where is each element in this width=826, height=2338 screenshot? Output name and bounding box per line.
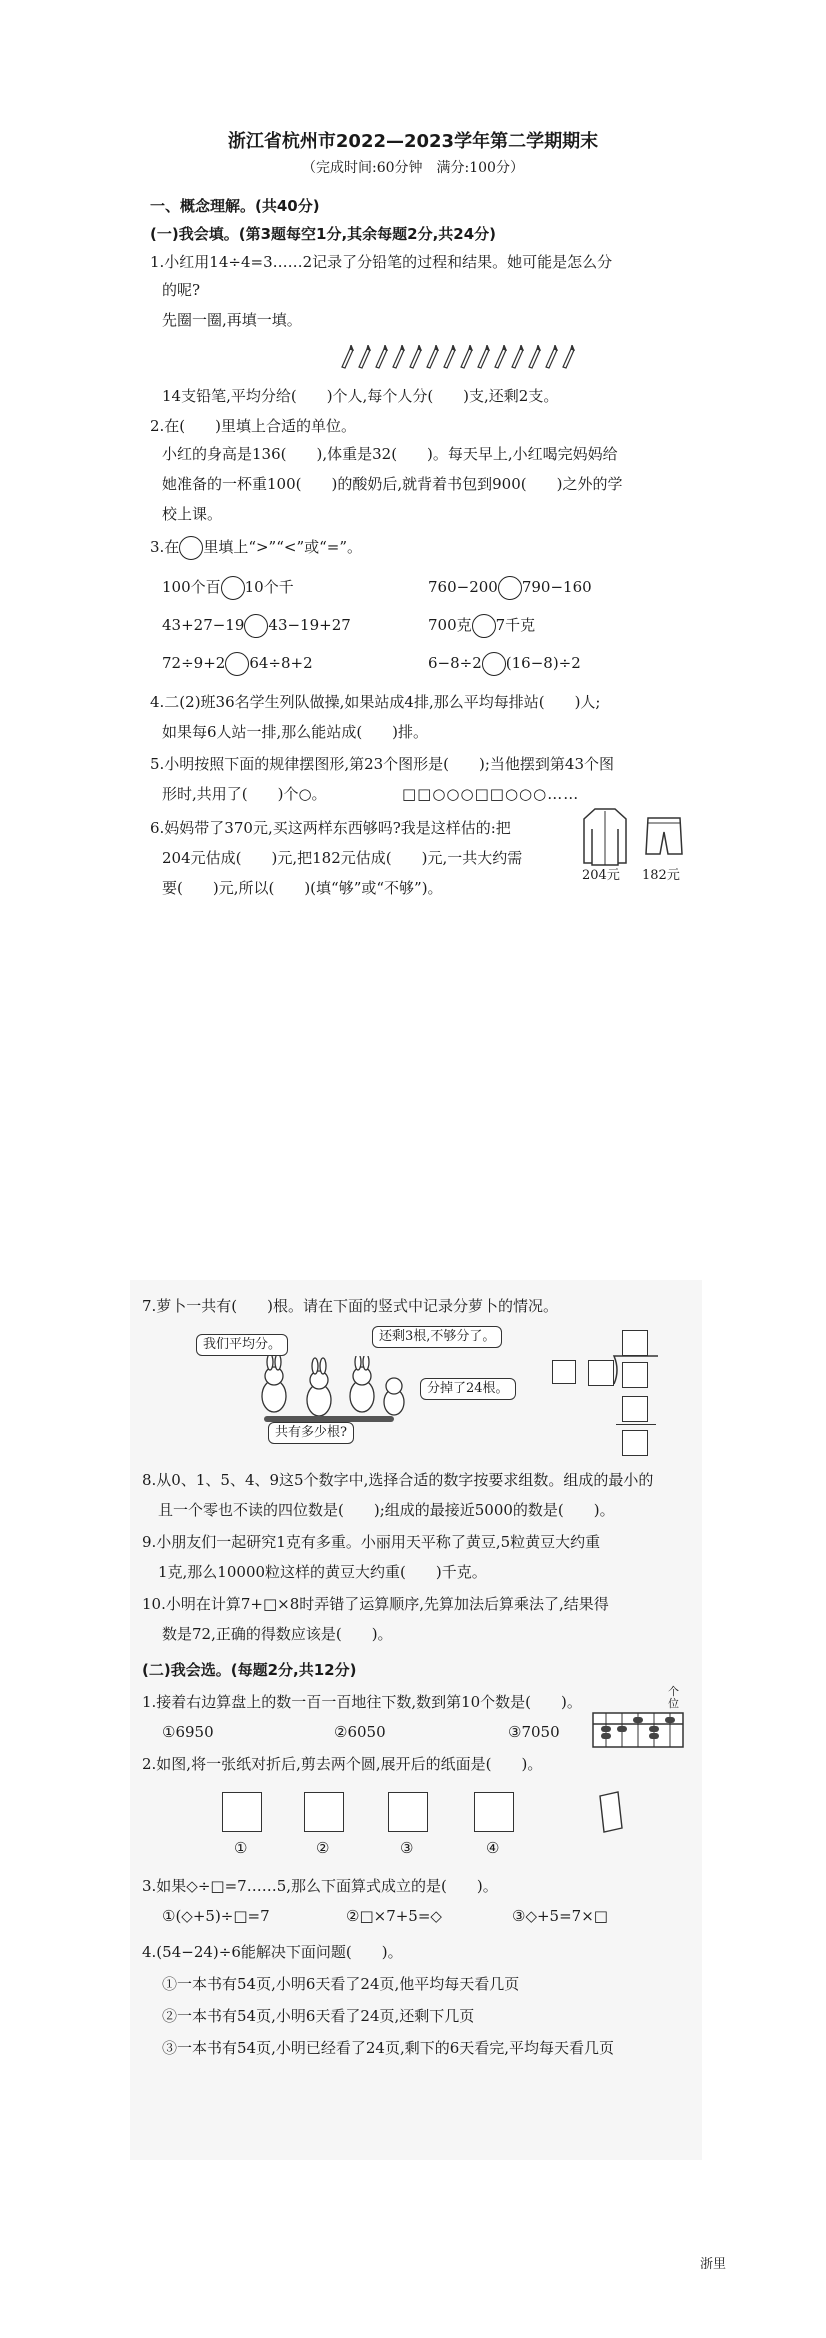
q2-line1: 2.在( )里填上合适的单位。 xyxy=(150,417,357,435)
footer-mark: 浙里 xyxy=(699,2257,726,2272)
shorts-icon xyxy=(644,814,684,858)
blank-circle-icon[interactable] xyxy=(221,576,245,600)
q5-line1: 5.小明按照下面的规律摆图形,第23个图形是( );当他摆到第43个图 xyxy=(150,755,615,773)
speech-bubble: 还剩3根,不够分了。 xyxy=(372,1326,502,1348)
option-paper-2[interactable] xyxy=(304,1792,344,1832)
answer-box[interactable] xyxy=(622,1330,648,1356)
c2-label-4: ④ xyxy=(486,1839,500,1857)
c1-option-2[interactable]: ②6050 xyxy=(334,1723,386,1741)
c1-option-1[interactable]: ①6950 xyxy=(162,1723,214,1741)
jacket-icon xyxy=(580,805,630,869)
q6-line1: 6.妈妈带了370元,买这两样东西够吗?我是这样估的:把 xyxy=(150,819,511,837)
option-paper-3[interactable] xyxy=(388,1792,428,1832)
blank-circle-icon[interactable] xyxy=(225,652,249,676)
division-bracket xyxy=(600,1354,660,1386)
section-heading: 一、概念理解。(共40分) xyxy=(150,197,320,215)
rabbits-illustration xyxy=(244,1356,414,1426)
q8-line2: 且一个零也不读的四位数是( );组成的最接近5000的数是( )。 xyxy=(158,1501,615,1519)
part2-heading: (二)我会选。(每题2分,共12分) xyxy=(142,1661,357,1679)
q6-line3: 要( )元,所以( )(填“够”或“不够”)。 xyxy=(162,879,443,897)
page-title: 浙江省杭州市2022—2023学年第二学期期末 xyxy=(227,131,599,152)
c3-option-1[interactable]: ①(◇+5)÷□=7 xyxy=(162,1907,270,1925)
q4-line1: 4.二(2)班36名学生列队做操,如果站成4排,那么平均每排站( )人; xyxy=(150,693,601,711)
q1-line1: 1.小红用14÷4=3……2记录了分铅笔的过程和结果。她可能是怎么分 xyxy=(150,253,613,271)
q6-line2: 204元估成( )元,把182元估成( )元,一共大约需 xyxy=(162,849,523,867)
c1-line1: 1.接着右边算盘上的数一百一百地往下数,数到第10个数是( )。 xyxy=(142,1693,582,1711)
part1-heading: (一)我会填。(第3题每空1分,其余每题2分,共24分) xyxy=(150,225,497,243)
q7-line1: 7.萝卜一共有( )根。请在下面的竖式中记录分萝卜的情况。 xyxy=(142,1297,559,1315)
q3-intro-a: 3.在 xyxy=(150,538,180,556)
blank-circle-icon[interactable] xyxy=(498,576,522,600)
c2-label-3: ③ xyxy=(400,1839,414,1857)
q3-item-1: 100个百 10个千 xyxy=(162,576,294,600)
q1-line2: 的呢? xyxy=(162,281,201,299)
abacus-icon xyxy=(592,1712,684,1748)
q3-intro-b: 里填上“>”“<”或“=”。 xyxy=(203,538,363,556)
answer-box[interactable] xyxy=(552,1360,576,1384)
q10-line1: 10.小明在计算7+□×8时弄错了运算顺序,先算加法后算乘法了,结果得 xyxy=(142,1595,609,1613)
q9-line2: 1克,那么10000粒这样的黄豆大约重( )千克。 xyxy=(158,1563,487,1581)
blank-circle-icon[interactable] xyxy=(482,652,506,676)
division-line xyxy=(616,1424,656,1425)
c3-line1: 3.如果◇÷□=7……5,那么下面算式成立的是( )。 xyxy=(142,1877,498,1895)
option-paper-4[interactable] xyxy=(474,1792,514,1832)
q5-pattern: □□○○○□□○○○…… xyxy=(402,785,580,803)
c1-option-3[interactable]: ③7050 xyxy=(508,1723,560,1741)
q3-intro xyxy=(150,536,362,560)
q3-item-4: 700克 7千克 xyxy=(428,614,535,638)
c2-label-2: ② xyxy=(316,1839,330,1857)
blank-circle-icon[interactable] xyxy=(244,614,268,638)
q3-item-6: 6−8÷2 (16−8)÷2 xyxy=(428,652,581,676)
option-paper-1[interactable] xyxy=(222,1792,262,1832)
q2-line4: 校上课。 xyxy=(162,505,223,523)
q1-line3: 先圈一圈,再填一填。 xyxy=(162,311,302,329)
speech-bubble: 我们平均分。 xyxy=(196,1334,288,1356)
q3-item-2: 760−200 790−160 xyxy=(428,576,592,600)
price-shorts: 182元 xyxy=(642,868,680,883)
q10-line2: 数是72,正确的得数应该是( )。 xyxy=(162,1625,393,1643)
answer-box[interactable] xyxy=(622,1396,648,1422)
c4-option-1[interactable]: ①一本书有54页,小明6天看了24页,他平均每天看几页 xyxy=(162,1975,520,1993)
q3-item-5: 72÷9+2 64÷8+2 xyxy=(162,652,313,676)
folded-paper-icon xyxy=(596,1790,626,1834)
answer-box[interactable] xyxy=(622,1430,648,1456)
c4-line1: 4.(54−24)÷6能解决下面问题( )。 xyxy=(142,1943,403,1961)
blank-circle-icon xyxy=(179,536,203,560)
pencils-illustration xyxy=(340,345,590,371)
c4-option-2[interactable]: ②一本书有54页,小明6天看了24页,还剩下几页 xyxy=(162,2007,475,2025)
q5-line2: 形时,共用了( )个○。 xyxy=(162,785,327,803)
speech-bubble: 共有多少根? xyxy=(268,1422,354,1444)
q2-line3: 她准备的一杯重100( )的酸奶后,就背着书包到900( )之外的学 xyxy=(162,475,623,493)
q3-item-3: 43+27−19 43−19+27 xyxy=(162,614,351,638)
c4-option-3[interactable]: ③一本书有54页,小明已经看了24页,剩下的6天看完,平均每天看几页 xyxy=(162,2039,615,2057)
q8-line1: 8.从0、1、5、4、9这5个数字中,选择合适的数字按要求组数。组成的最小的 xyxy=(142,1471,654,1489)
q9-line1: 9.小朋友们一起研究1克有多重。小丽用天平称了黄豆,5粒黄豆大约重 xyxy=(142,1533,601,1551)
abacus-label: 个位 xyxy=(668,1685,679,1710)
blank-circle-icon[interactable] xyxy=(472,614,496,638)
q2-line2: 小红的身高是136( ),体重是32( )。每天早上,小红喝完妈妈给 xyxy=(162,445,618,463)
c2-line1: 2.如图,将一张纸对折后,剪去两个圆,展开后的纸面是( )。 xyxy=(142,1755,543,1773)
c3-option-3[interactable]: ③◇+5=7×□ xyxy=(512,1907,608,1925)
q1-line4: 14支铅笔,平均分给( )个人,每个人分( )支,还剩2支。 xyxy=(162,387,559,405)
price-jacket: 204元 xyxy=(582,868,620,883)
q4-line2: 如果每6人站一排,那么能站成( )排。 xyxy=(162,723,429,741)
speech-bubble: 分掉了24根。 xyxy=(420,1378,516,1400)
c2-label-1: ① xyxy=(234,1839,248,1857)
page-subtitle: （完成时间:60分钟 满分:100分） xyxy=(302,160,524,176)
c3-option-2[interactable]: ②□×7+5=◇ xyxy=(346,1907,442,1925)
